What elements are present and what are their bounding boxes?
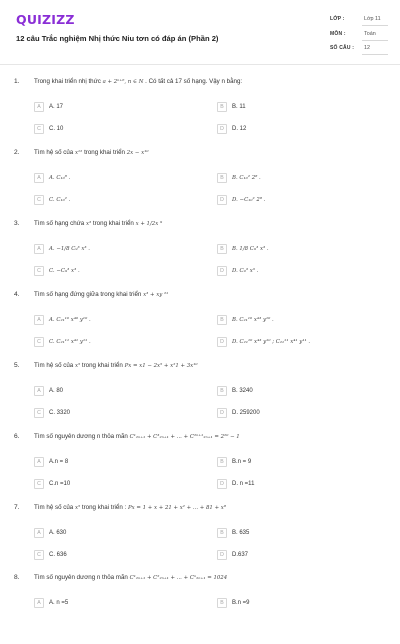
question-text-part: Tìm hệ số của <box>34 362 74 369</box>
option-letter-box[interactable]: B <box>217 386 227 396</box>
option-text: D.637 <box>232 552 249 558</box>
option-letter-box[interactable]: A <box>34 386 44 396</box>
meta-class <box>330 16 390 30</box>
question-formula: Px = x1 − 2x⁵ + x²1 + 3x¹⁰ <box>124 363 198 369</box>
meta-subject-value: Toán <box>364 31 376 37</box>
question-4 <box>0 291 400 361</box>
meta-count-value: 12 <box>364 45 370 51</box>
question-formula: Px = 1 + x + 21 + x² + ... + 81 + x⁸ <box>128 505 227 511</box>
option-text: C.n =10 <box>49 481 71 487</box>
option-letter-box[interactable]: B <box>217 173 227 183</box>
option-letter-box[interactable]: C <box>34 337 44 347</box>
option-letter-box[interactable]: A <box>34 173 44 183</box>
option-b[interactable] <box>217 455 367 469</box>
question-text <box>34 362 198 369</box>
question-text-part: Tìm số hạng đứng giữa trong khai triển <box>34 291 142 298</box>
question-text-part: . Có tất cả 17 số hạng. Vậy n bằng: <box>145 78 243 85</box>
question-text-part: Tìm hệ số của <box>34 149 74 156</box>
option-letter-box[interactable]: C <box>34 124 44 134</box>
question-number: 6. <box>14 433 20 440</box>
question-formula: x⁵ <box>74 363 81 369</box>
question-7 <box>0 504 400 574</box>
meta-subject-underline <box>362 40 388 41</box>
option-letter-box[interactable]: D <box>217 195 227 205</box>
option-text: A. 80 <box>49 388 64 394</box>
option-letter-box[interactable]: C <box>34 266 44 276</box>
meta-count <box>330 45 390 59</box>
question-text-part: Tìm số nguyên dương n thỏa mãn <box>34 574 128 581</box>
meta-count-label: SỐ CÂU : <box>330 45 355 51</box>
option-letter-box[interactable]: D <box>217 408 227 418</box>
option-letter-box[interactable]: D <box>217 124 227 134</box>
question-text-part: Tìm số nguyên dương n thỏa mãn <box>34 433 128 440</box>
question-5 <box>0 362 400 432</box>
option-letter-box[interactable]: B <box>217 315 227 325</box>
option-text: D. n =11 <box>232 481 255 487</box>
option-c[interactable] <box>34 477 184 491</box>
option-letter-box[interactable]: A <box>34 528 44 538</box>
question-1 <box>0 78 400 148</box>
question-formula: x³ <box>85 221 92 227</box>
page-header <box>0 0 400 64</box>
option-text: A. n =5 <box>49 600 69 606</box>
option-letter-box[interactable]: B <box>217 457 227 467</box>
option-text: B. 635 <box>232 530 250 536</box>
question-text-part: trong khai triển <box>84 149 125 156</box>
question-formula: x⁵ <box>74 505 81 511</box>
question-text-part: Trong khai triển nhị thức <box>34 78 101 85</box>
question-text <box>34 78 242 85</box>
question-text-part: Tìm hệ số của <box>34 504 74 511</box>
question-text <box>34 149 149 156</box>
option-text: B. 1/8 C₉³ x³ . <box>232 246 269 252</box>
option-text: B. 11 <box>232 104 246 110</box>
option-b[interactable] <box>217 242 367 256</box>
meta-class-underline <box>362 25 388 26</box>
option-a[interactable] <box>34 171 184 185</box>
option-a[interactable] <box>34 384 184 398</box>
option-text: B. C₂₁¹⁰ x⁴³ y¹⁰ . <box>232 317 274 323</box>
option-a[interactable] <box>34 455 184 469</box>
option-text: D. C₉³ x³ . <box>232 268 259 274</box>
option-letter-box[interactable]: C <box>34 550 44 560</box>
question-number: 1. <box>14 78 20 85</box>
option-text: A. −1/8 C₉³ x³ . <box>49 246 91 252</box>
meta-class-label: LỚP : <box>330 16 345 22</box>
question-formula: x¹² <box>74 150 83 156</box>
question-text <box>34 220 162 227</box>
option-text: B.n = 9 <box>232 459 252 465</box>
option-b[interactable] <box>217 171 367 185</box>
question-number: 5. <box>14 362 20 369</box>
quizizz-logo: QUIZIZZ <box>16 12 75 27</box>
option-b[interactable] <box>217 526 367 540</box>
option-letter-box[interactable]: A <box>34 102 44 112</box>
question-formula: x + 1/2x ⁹ <box>135 221 163 227</box>
question-3 <box>0 220 400 290</box>
meta-class-value: Lớp 11 <box>364 16 381 22</box>
option-text: C. C₁₀² . <box>49 197 71 203</box>
question-text <box>34 574 227 581</box>
option-letter-box[interactable]: C <box>34 479 44 489</box>
option-text: B. 3240 <box>232 388 253 394</box>
option-letter-box[interactable]: C <box>34 195 44 205</box>
question-number: 7. <box>14 504 20 511</box>
header-divider <box>0 64 400 65</box>
option-text: A. 17 <box>49 104 64 110</box>
option-text: C. C₂₁¹¹ x⁴¹ y¹¹ . <box>49 339 91 345</box>
option-d[interactable] <box>217 477 367 491</box>
option-c[interactable] <box>34 193 184 207</box>
option-letter-box[interactable]: B <box>217 244 227 254</box>
option-text: A. 630 <box>49 530 67 536</box>
option-text: C. 3320 <box>49 410 71 416</box>
question-number: 8. <box>14 574 20 581</box>
option-c[interactable] <box>34 264 184 278</box>
option-letter-box[interactable]: A <box>34 457 44 467</box>
meta-subject-label: MÔN : <box>330 31 346 37</box>
document-title: 12 câu Trắc nghiệm Nhị thức Niu tơn có đáp án (Phần 2) <box>16 34 219 43</box>
question-text <box>34 291 168 298</box>
option-c[interactable] <box>34 122 184 136</box>
option-letter-box[interactable]: D <box>217 479 227 489</box>
option-text: D. −C₁₀² 2⁸ . <box>232 197 266 203</box>
option-letter-box[interactable]: B <box>217 102 227 112</box>
option-letter-box[interactable]: B <box>217 598 227 608</box>
option-text: C. 10 <box>49 126 64 132</box>
option-d[interactable] <box>217 193 367 207</box>
option-a[interactable] <box>34 242 184 256</box>
option-d[interactable] <box>217 264 367 278</box>
question-text-part: Tìm số hạng chứa <box>34 220 85 227</box>
meta-subject <box>330 31 390 45</box>
option-d[interactable] <box>217 548 367 562</box>
question-number: 3. <box>14 220 20 227</box>
option-text: A. C₂₁¹⁰ x⁴⁰ y¹⁰ . <box>49 317 91 323</box>
question-text-part: trong khai triển <box>92 220 134 227</box>
question-number: 2. <box>14 149 20 156</box>
option-text: A. C₁₀⁸ . <box>49 175 71 181</box>
option-letter-box[interactable]: D <box>217 266 227 276</box>
question-formula: 2x − x¹⁰ <box>126 150 149 156</box>
option-text: C. −C₉³ x³ . <box>49 268 80 274</box>
question-formula: C¹₂ₙ₊₁ + C²₂ₙ₊₁ + ... + Cⁿ₂ₙ₊₁ = 1024 <box>129 575 228 581</box>
option-text: D. 12 <box>232 126 247 132</box>
option-text: D. C₂₁¹⁰ x⁴³ y¹⁰ ; C₂₁¹¹ x⁴¹ y¹¹ . <box>232 339 311 345</box>
option-c[interactable] <box>34 406 184 420</box>
option-letter-box[interactable]: D <box>217 550 227 560</box>
option-c[interactable] <box>34 548 184 562</box>
question-text <box>34 504 226 511</box>
option-letter-box[interactable]: D <box>217 337 227 347</box>
option-d[interactable] <box>217 335 367 349</box>
question-formula: x³ + xy ²¹ <box>143 292 169 298</box>
option-a[interactable] <box>34 526 184 540</box>
option-d[interactable] <box>217 406 367 420</box>
option-text: A.n = 8 <box>49 459 69 465</box>
option-letter-box[interactable]: A <box>34 315 44 325</box>
option-c[interactable] <box>34 335 184 349</box>
option-d[interactable] <box>217 122 367 136</box>
question-formula: C¹₂ₙ₊₁ + C³₂ₙ₊₁ + ... + C²ⁿ⁺¹₂ₙ₊₁ = 2²⁰ − 1 <box>129 434 240 440</box>
option-a[interactable] <box>34 100 184 114</box>
option-letter-box[interactable]: A <box>34 244 44 254</box>
option-letter-box[interactable]: A <box>34 598 44 608</box>
option-text: D. 259200 <box>232 410 260 416</box>
meta-count-underline <box>362 54 388 55</box>
question-2 <box>0 149 400 219</box>
question-text-part: trong khai triển : <box>81 504 127 511</box>
option-text: C. 636 <box>49 552 67 558</box>
option-letter-box[interactable]: C <box>34 408 44 418</box>
question-text-part: trong khai triển <box>81 362 123 369</box>
option-b[interactable] <box>217 100 367 114</box>
option-text: B. C₁₀² 2⁸ . <box>232 175 261 181</box>
option-b[interactable] <box>217 384 367 398</box>
question-number: 4. <box>14 291 20 298</box>
option-b[interactable] <box>217 313 367 327</box>
question-text <box>34 433 240 440</box>
option-b[interactable] <box>217 596 367 610</box>
question-formula: a + 2ⁿ⁺⁶, n ∈ N <box>102 79 144 85</box>
option-a[interactable] <box>34 596 184 610</box>
question-6 <box>0 433 400 503</box>
question-8 <box>0 574 400 644</box>
option-letter-box[interactable]: B <box>217 528 227 538</box>
option-text: B.n =9 <box>232 600 250 606</box>
option-a[interactable] <box>34 313 184 327</box>
